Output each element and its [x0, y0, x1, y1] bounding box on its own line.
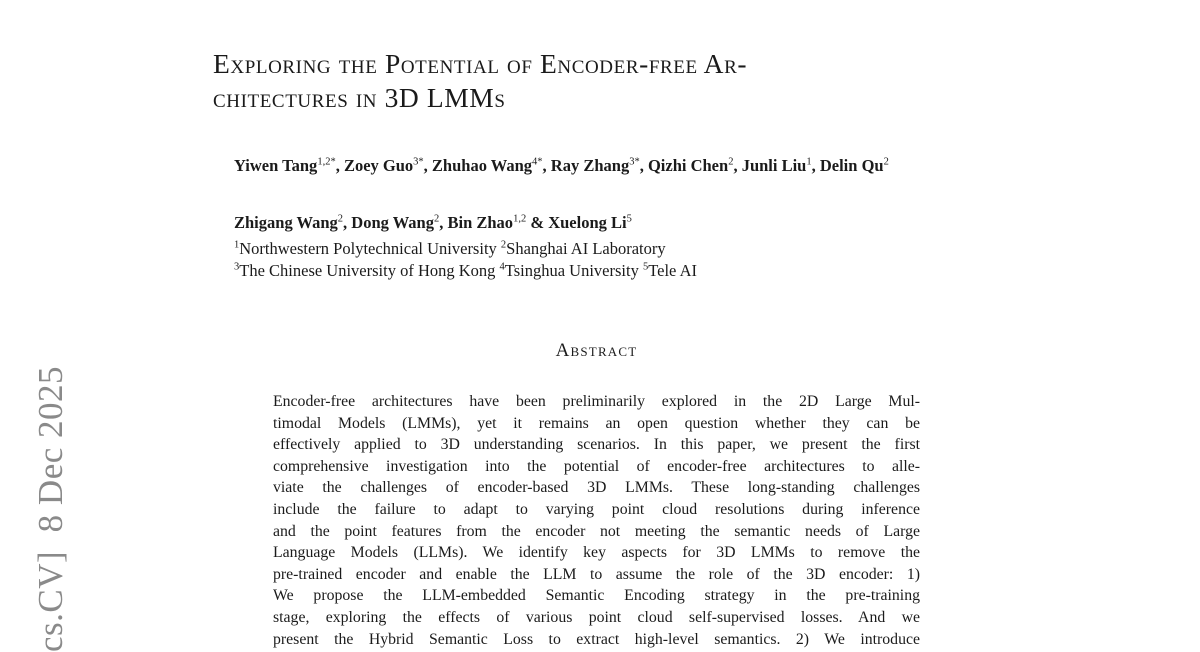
title-line-1: Exploring the Potential of Encoder-free Ar- [213, 48, 748, 79]
author-name: Qizhi Chen [647, 156, 729, 175]
affiliation-sup: 2 [500, 239, 507, 251]
author-name: Bin Zhao [447, 213, 514, 232]
author-affiliation-sup: 1,2* [317, 156, 336, 168]
author-name: Dong Wang [351, 213, 434, 232]
author-line-2: Zhigang Wang$^2$, Dong Wang$^2$, Bin Zhao$^{1,2}$ & Xuelong Li$^5$ [234, 213, 632, 232]
affiliation-sup: 4 [499, 261, 505, 273]
author-affiliation-sup: 4* [532, 156, 543, 168]
paper-title [213, 47, 747, 115]
author-line-1: Yiwen Tang$^{1,2*}$, Zoey Guo$^{3*}$, Zhuhao Wang$^{4*}$, Ray Zhang$^{3*}$, Qizhi Chen$^2$, Junli Liu$^1$, Delin Qu$^2$ [234, 156, 889, 175]
abstract-line: pre-trained encoder and enable the LLM to assume the role of the 3D encoder: 1) [273, 565, 920, 583]
author-name: Ray Zhang [550, 156, 630, 175]
abstract-heading: Abstract [555, 340, 638, 361]
abstract-line: present the Hybrid Semantic Loss to extract high-level semantics. 2) We introduce [273, 630, 920, 648]
abstract-line: Language Models (LLMs). We identify key aspects for 3D LMMs to remove the [273, 544, 920, 562]
abstract-line: We propose the LLM-embedded Semantic Encoding strategy in the pre-training [273, 587, 920, 605]
affiliation-sup: 3 [234, 261, 240, 273]
author-affiliation-sup: 3* [629, 156, 640, 168]
abstract-line: stage, exploring the effects of various point cloud self-supervised losses. And we [273, 608, 920, 626]
abstract-line: Encoder-free architectures have been preliminarily explored in the 2D Large Mul- [273, 393, 920, 410]
author-affiliation-sup: 2 [883, 156, 889, 168]
affiliation-line-1: $^1$Northwestern Polytechnical University $^2$Shanghai AI Laboratory [234, 239, 666, 258]
abstract-line: timodal Models (LMMs), yet it remains an open question whether they can be [273, 414, 920, 432]
author-name: Zhigang Wang [234, 213, 338, 232]
abstract-line: and the point features from the encoder not meeting the semantic needs of Large [273, 522, 920, 540]
author-name: Zhuhao Wang [431, 156, 533, 175]
author-name: Yiwen Tang [234, 156, 318, 175]
author-name: Delin Qu [819, 156, 884, 175]
title-line-2: chitectures in 3D LMMs [213, 82, 506, 113]
affiliation-line-2: $^3$The Chinese University of Hong Kong $^4$Tsinghua University $^5$Tele AI [234, 261, 698, 280]
author-affiliation-sup: 2 [433, 213, 440, 225]
abstract-line: effectively applied to 3D understanding scenarios. In this paper, we present the first [273, 436, 920, 454]
affiliation-sup: 1 [234, 239, 240, 251]
abstract-line: viate the challenges of encoder-based 3D LMMs. These long-standing challenges [273, 479, 920, 497]
author-name: Xuelong Li [548, 213, 627, 232]
author-affiliation-sup: 1,2 [513, 213, 527, 225]
affiliation-sup: 5 [642, 261, 649, 273]
author-name: Junli Liu [741, 156, 807, 175]
arxiv-watermark: cs.CV] 8 Dec 2025 [31, 365, 70, 652]
author-affiliation-sup: 1 [806, 156, 812, 168]
author-affiliation-sup: 3* [413, 156, 424, 168]
abstract-line: include the failure to adapt to varying point cloud resolutions during inference [273, 500, 920, 518]
author-affiliation-sup: 2 [728, 156, 734, 168]
abstract-line: comprehensive investigation into the potential of encoder-free architectures to alle- [273, 457, 920, 475]
author-affiliation-sup: 5 [626, 213, 632, 225]
abstract-section [273, 340, 920, 650]
author-name: Zoey Guo [343, 156, 414, 175]
author-affiliation-sup: 2 [337, 213, 344, 225]
abstract-body [273, 391, 920, 650]
